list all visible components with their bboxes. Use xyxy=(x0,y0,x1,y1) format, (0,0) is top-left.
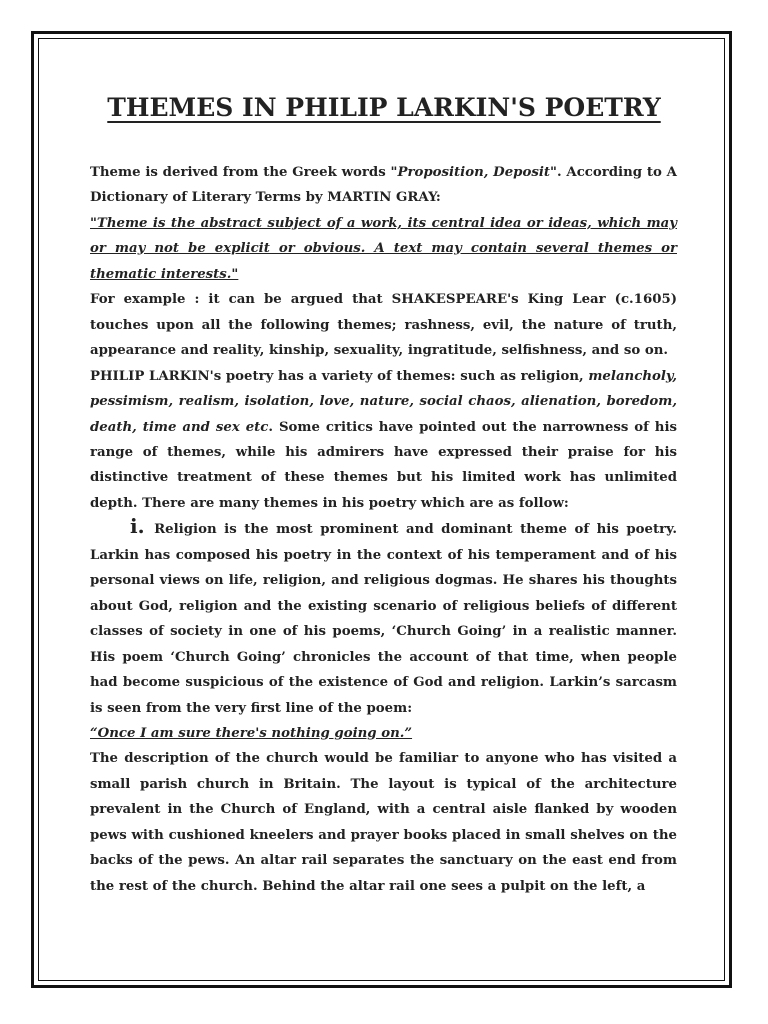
paragraph-religion xyxy=(90,516,677,721)
paragraph-example: For example : it can be argued that SHAKESPEARE's King Lear (c.1605) touches upon all the following themes; rashness, evil, the nature of truth, appearance and reality, kinship, sexuality, ingratitude, selfishness, and so on. xyxy=(90,292,677,359)
paragraph-themes-list xyxy=(90,364,677,517)
quote-theme-definition: "Theme is the abstract subject of a work, its central idea or ideas, which may or may not be explicit or obvious. A text may contain several themes or thematic interests." xyxy=(90,215,677,282)
p1-greek-words: "Proposition, Deposit" xyxy=(390,165,557,180)
p3-themes-italic: melancholy, pessimism, realism, isolation, love, nature, social chaos, alienation, boredom, death, time and sex etc xyxy=(90,368,677,435)
p3-text-c: . Some critics have pointed out the narrowness of his range of themes, while his admirers have expressed their praise for his distinctive treatment of these themes but his limited work has unlimited depth. There are many themes in his poetry which are as follow: xyxy=(90,419,677,511)
paragraph-church-description: The description of the church would be familiar to anyone who has visited a small parish church in Britain. The layout is typical of the architecture prevalent in the Church of England, with a central aisle flanked by wooden pews with cushioned kneelers and prayer books placed in small shelves on the backs of the pews. An altar rail separates the sanctuary on the east end from the rest of the church. Behind the altar rail one sees a pulpit on the left, a xyxy=(90,751,677,894)
p4-text: Religion is the most prominent and dominant theme of his poetry. Larkin has composed his poetry in the context of his temperament and of his personal views on life, religion, and religious dogmas. He shares his thoughts about God, religion and the existing scenario of religious beliefs of different classes of society in one of his poems, ‘Church Going’ in a realistic manner. His poem ‘Church Going’ chronicles the account of that time, when people had become suspicious of the existence of God and religion. Larkin’s sarcasm is seen from the very first line of the poem: xyxy=(90,522,677,716)
document-title: THEMES IN PHILIP LARKIN'S POETRY xyxy=(107,93,661,122)
p1-text-a: Theme is derived from the Greek words xyxy=(90,165,391,180)
p3-text-a: PHILIP LARKIN's poetry has a variety of themes: such as religion, xyxy=(90,368,589,384)
quote-poem-line: “Once I am sure there's nothing going on.” xyxy=(90,725,413,741)
document-body xyxy=(90,160,677,899)
list-number: i. xyxy=(130,514,145,539)
p1-text-c: . According to A Dictionary of Literary Terms by MARTIN GRAY: xyxy=(90,165,678,206)
paragraph-theme-definition xyxy=(90,160,677,211)
